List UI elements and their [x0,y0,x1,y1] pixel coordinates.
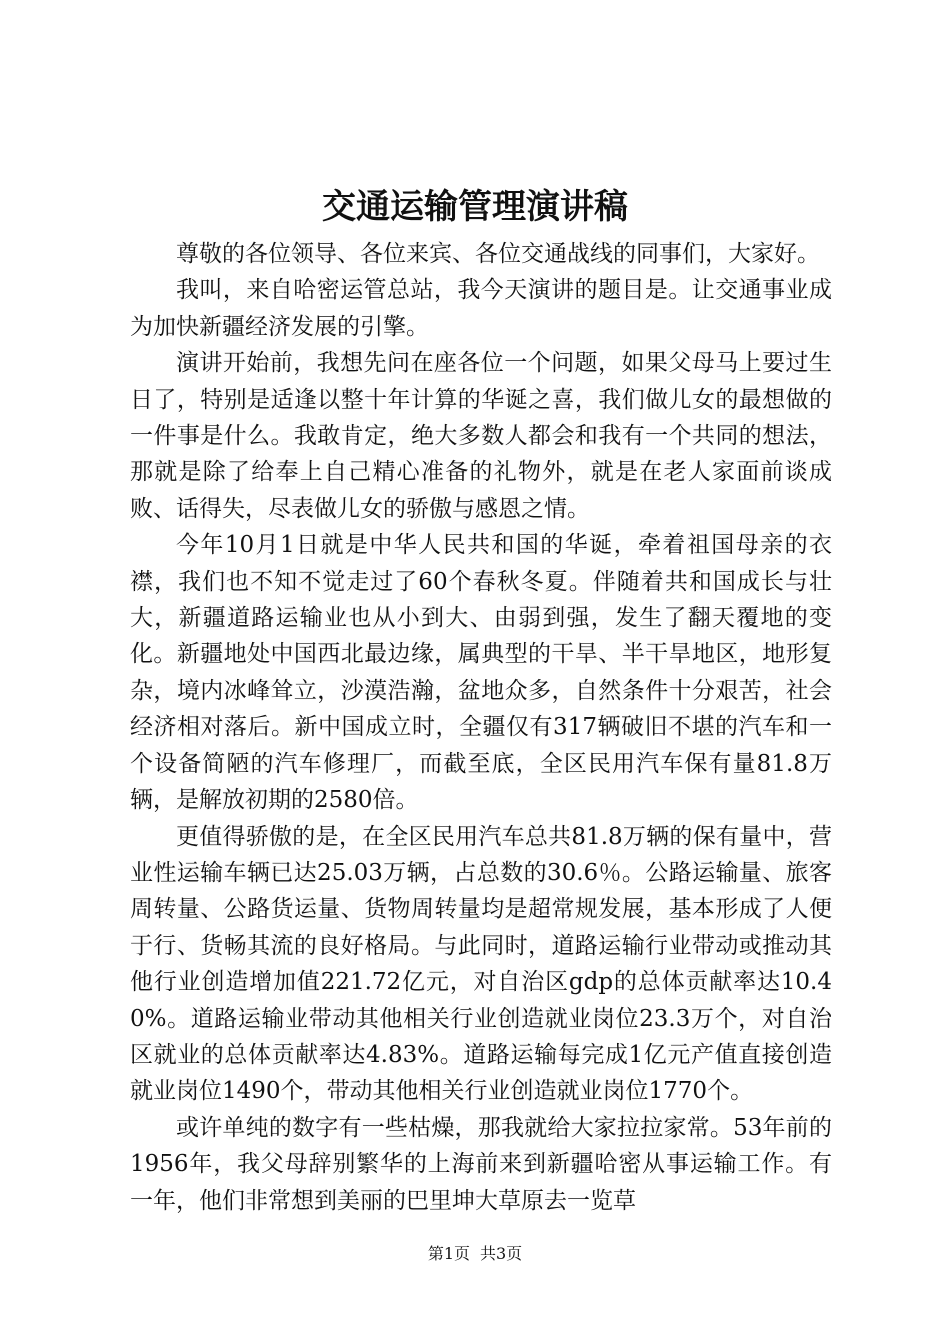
paragraph: 演讲开始前，我想先问在座各位一个问题，如果父母马上要过生日了，特别是适逢以整十年计算的华诞之喜，我们做儿女的最想做的一件事是什么。我敢肯定，绝大多数人都会和我有一个共同的想法，那就是除了给奉上自己精心准备的礼物外，就是在老人家面前谈成败、话得失，尽表做儿女的骄傲与感恩之情。 [130,350,832,522]
page-number-total: 共3页 [480,1244,523,1263]
page-number-current: 第1页 [427,1244,470,1263]
paragraph: 今年10月1日就是中华人民共和国的华诞，牵着祖国母亲的衣襟，我们也不知不觉走过了60个春秋冬夏。伴随着共和国成长与壮大，新疆道路运输业也从小到大、由弱到强，发生了翻天覆地的变化。新疆地处中国西北最边缘，属典型的干旱、半干旱地区，地形复杂，境内冰峰耸立，沙漠浩瀚，盆地众多，自然条件十分艰苦，社会经济相对落后。新中国成立时，全疆仅有317辆破旧不堪的汽车和一个设备简陋的汽车修理厂，而截至底，全区民用汽车保有量81.8万辆，是解放初期的2580倍。 [130,532,832,814]
document-title: 交通运输管理演讲稿 [322,187,628,227]
page-footer [0,1244,950,1264]
paragraph: 尊敬的各位领导、各位来宾、各位交通战线的同事们，大家好。 [176,241,820,267]
document-body [130,236,832,1219]
paragraph: 我叫，来自哈密运管总站，我今天演讲的题目是。让交通事业成为加快新疆经济发展的引擎。 [130,277,832,340]
paragraph: 或许单纯的数字有一些枯燥，那我就给大家拉拉家常。53年前的1956年，我父母辞别繁华的上海前来到新疆哈密从事运输工作。有一年，他们非常想到美丽的巴里坤大草原去一览草 [130,1114,832,1214]
paragraph: 更值得骄傲的是，在全区民用汽车总共81.8万辆的保有量中，营业性运输车辆已达25.03万辆，占总数的30.6％。公路运输量、旅客周转量、公路货运量、货物周转量均是超常规发展，基本形成了人便于行、货畅其流的良好格局。与此同时，道路运输行业带动或推动其他行业创造增加值221.72亿元，对自治区gdp的总体贡献率达10.40%。道路运输业带动其他相关行业创造就业岗位23.3万个，对自治区就业的总体贡献率达4.83%。道路运输每完成1亿元产值直接创造就业岗位1490个，带动其他相关行业创造就业岗位1770个。 [130,823,832,1105]
